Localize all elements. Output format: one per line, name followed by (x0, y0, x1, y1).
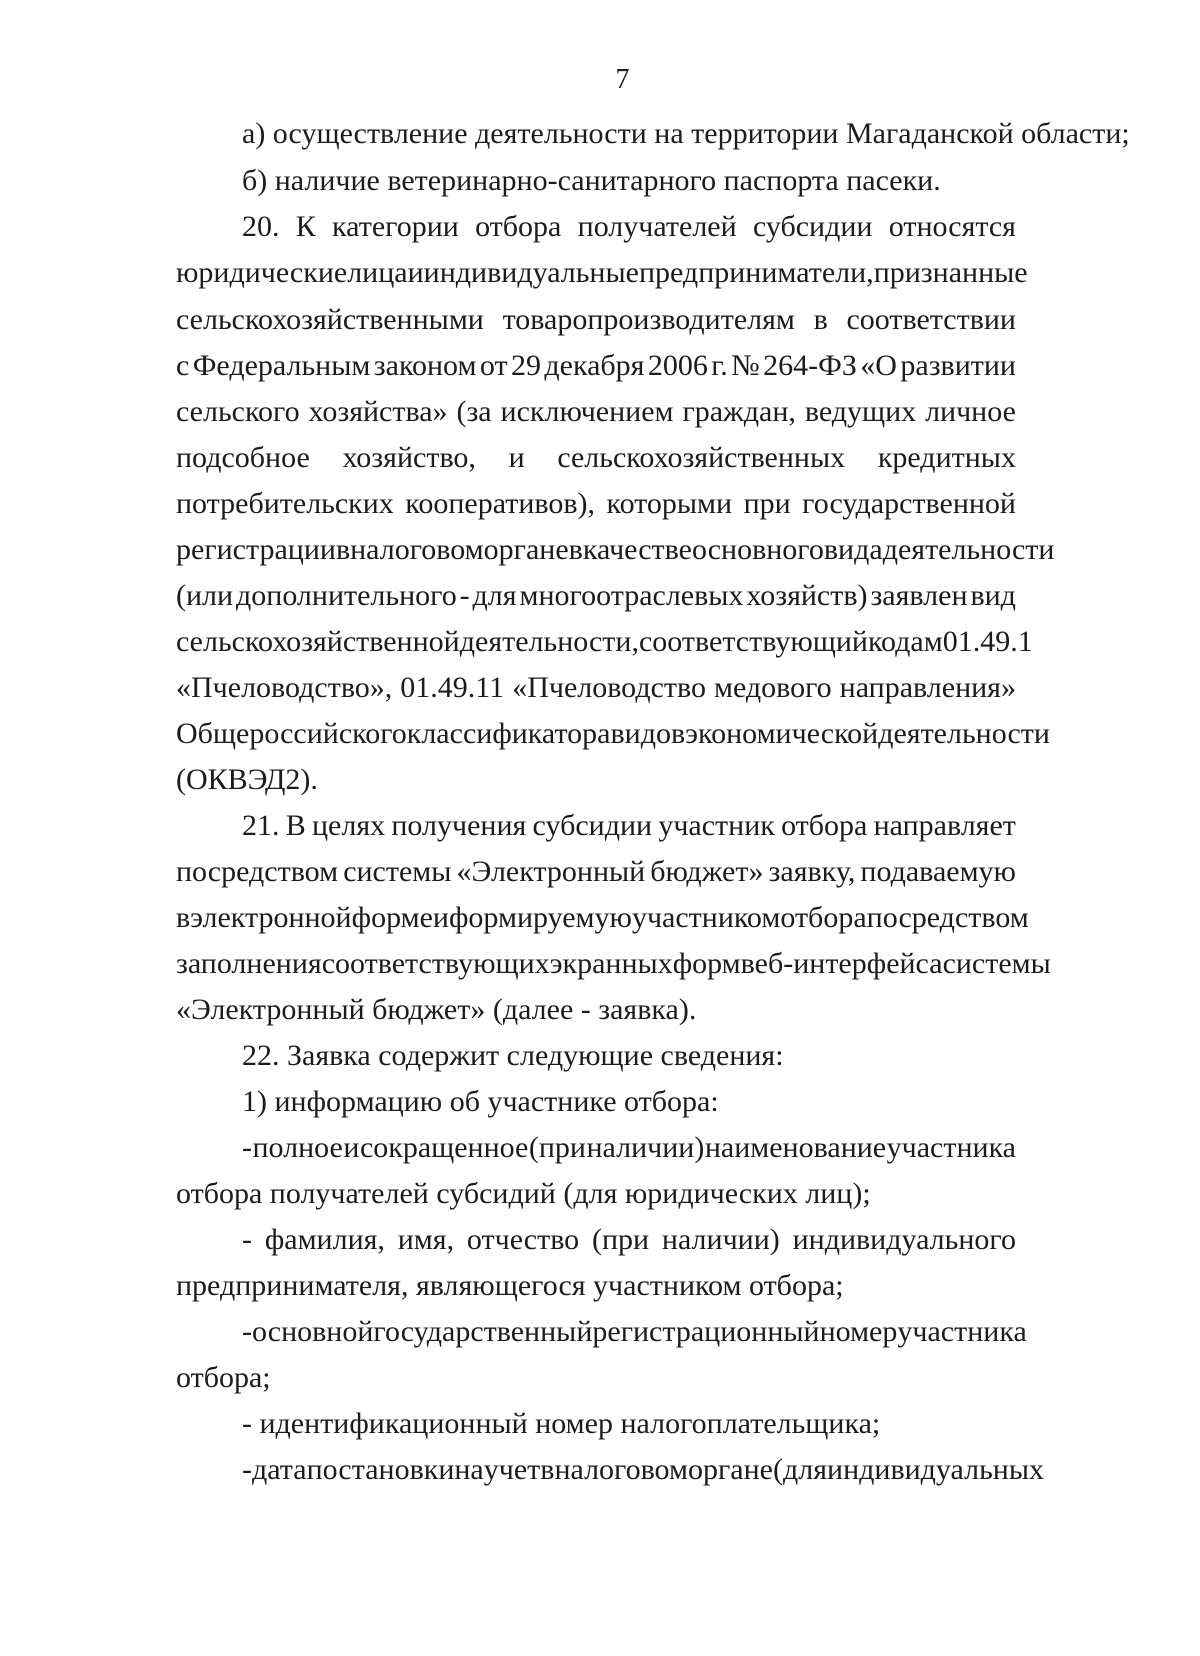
text-line (176, 578, 1016, 614)
word: - (459, 579, 470, 612)
text-line (176, 394, 1016, 430)
word: при (743, 487, 791, 520)
word: исключением (500, 395, 674, 428)
text-line (176, 440, 1016, 476)
text-line (176, 348, 1016, 384)
word: и (432, 901, 449, 934)
text-line (176, 532, 1055, 568)
word: 01.49.1 (942, 625, 1033, 658)
word: № (731, 349, 760, 382)
word: ведущих (804, 395, 917, 428)
word: участник (658, 809, 775, 842)
word: которыми (606, 487, 733, 520)
word: - (242, 1315, 252, 1348)
word: экономической (685, 717, 879, 750)
word: классификатора (406, 717, 611, 750)
text-line (242, 1314, 1027, 1350)
word: налоговом (554, 1453, 688, 1486)
text-line (242, 1452, 1044, 1488)
word: сельскохозяйственными (176, 303, 484, 336)
word: заявку, (768, 855, 856, 888)
word: признанные (873, 256, 1028, 289)
text-line: б) наличие ветеринарно-санитарного паспорта пасеки. (242, 164, 941, 197)
text-line (242, 808, 1016, 844)
word: - (242, 1223, 252, 1256)
word: отчество (466, 1223, 580, 1256)
word: отбора (475, 210, 562, 243)
word: индивидуальные (423, 256, 639, 289)
text-line: (ОКВЭД2). (176, 763, 318, 796)
word: государственный (373, 1315, 593, 1348)
word: декабря (544, 349, 645, 382)
word: участника (897, 1315, 1027, 1348)
text-line: отбора; (176, 1361, 271, 1394)
word: и (343, 1131, 360, 1164)
word: соответствующий (638, 625, 868, 658)
text-line: - идентификационный номер налогоплательщика; (242, 1407, 881, 1440)
word: основной (252, 1315, 374, 1348)
word: качестве (582, 533, 692, 566)
word: экранных (549, 947, 673, 980)
word: - (242, 1131, 252, 1164)
page-number: 7 (615, 64, 630, 95)
text-line (176, 624, 1033, 660)
text-line (176, 854, 1016, 890)
word: субсидии (532, 809, 653, 842)
word: органе (483, 533, 569, 566)
word: лица (347, 256, 408, 289)
word: электронной (190, 901, 352, 934)
word: 21. (242, 809, 280, 842)
word: индивидуального (792, 1223, 1016, 1256)
word: индивидуальных (827, 1453, 1044, 1486)
text-line (242, 209, 1016, 245)
word: - (242, 1453, 252, 1486)
word: 20. (242, 210, 280, 243)
word: хозяйства» (308, 395, 448, 428)
word: (за (456, 395, 492, 428)
text-line: отбора получателей субсидий (для юридических лиц); (176, 1177, 871, 1210)
word: целях (311, 809, 386, 842)
word: 2006 (647, 349, 708, 382)
word: наличии) (586, 1131, 705, 1164)
word: (при (591, 1223, 650, 1256)
word: учет (483, 1453, 541, 1486)
word: заявлен (870, 579, 968, 612)
text-line (176, 900, 1029, 936)
word: (или (176, 579, 234, 612)
text-line (176, 670, 1016, 706)
word: государственной (802, 487, 1016, 520)
word: деятельности (882, 533, 1055, 566)
word: направления» (839, 671, 1016, 704)
word: заполнения (176, 947, 322, 980)
text-line (176, 486, 1016, 522)
word: граждан, (682, 395, 796, 428)
word: «О (860, 349, 897, 382)
word: веб-интерфейса (740, 947, 943, 980)
word: 01.49.11 (400, 671, 505, 704)
word: полное (252, 1131, 343, 1164)
word: отбора (781, 809, 868, 842)
word: форме (351, 901, 433, 934)
word: и (407, 256, 424, 289)
word: 264-ФЗ (763, 349, 857, 382)
word: получения (391, 809, 527, 842)
word: отбора (780, 901, 867, 934)
word: от (479, 349, 508, 382)
word: субсидии (752, 210, 873, 243)
word: бюджет» (650, 855, 764, 888)
word: системы (942, 947, 1051, 980)
word: потребительских (176, 487, 394, 520)
word: фамилия, (264, 1223, 385, 1256)
word: для (472, 579, 517, 612)
word: деятельности, (459, 625, 639, 658)
text-line: 22. Заявка содержит следующие сведения: (242, 1039, 784, 1072)
word: дополнительного (236, 579, 457, 612)
word: формируемую (448, 901, 632, 934)
word: в (813, 303, 828, 336)
word: наличии) (661, 1223, 780, 1256)
word: (при (528, 1131, 586, 1164)
word: органе (687, 1453, 773, 1486)
text-line: «Электронный бюджет» (далее - заявка). (176, 993, 697, 1026)
word: медового (713, 671, 832, 704)
word: (для (772, 1453, 828, 1486)
word: направляет (873, 809, 1016, 842)
word: номер (819, 1315, 898, 1348)
word: посредством (866, 901, 1029, 934)
word: подаваемую (860, 855, 1016, 888)
word: кредитных (877, 441, 1016, 474)
word: хозяйств) (746, 579, 868, 612)
word: имя, (397, 1223, 455, 1256)
word: личное (925, 395, 1016, 428)
text-line: предпринимателя, являющегося участником отбора; (176, 1269, 844, 1302)
word: «Пчеловодство», (176, 671, 393, 704)
word: многоотраслевых (519, 579, 744, 612)
word: видов (610, 717, 686, 750)
word: системы (343, 855, 452, 888)
word: г. (711, 349, 728, 382)
text-line (176, 716, 1050, 752)
word: форм (672, 947, 741, 980)
word: сельскохозяйственных (557, 441, 846, 474)
word: предприниматели, (638, 256, 874, 289)
word: 29 (511, 349, 541, 382)
text-line: 1) информацию об участнике отбора: (242, 1085, 719, 1118)
word: регистрационный (592, 1315, 820, 1348)
word: в (335, 533, 351, 566)
word: законом (373, 349, 477, 382)
word: в (176, 901, 191, 934)
word: участником (631, 901, 781, 934)
text-line (242, 1130, 1016, 1166)
word: К (295, 210, 316, 243)
word: развитии (900, 349, 1016, 382)
word: в (568, 533, 583, 566)
word: участника (886, 1131, 1016, 1164)
word: деятельности (878, 717, 1050, 750)
word: с (176, 349, 190, 382)
word: получателей (577, 210, 737, 243)
word: «Пчеловодство (512, 671, 706, 704)
text-line (176, 255, 1028, 291)
word: вид (970, 579, 1016, 612)
word: регистрации (176, 533, 336, 566)
word: сельского (176, 395, 300, 428)
text-line (242, 1222, 1016, 1258)
word: основного (691, 533, 824, 566)
text-line (176, 946, 1051, 982)
word: посредством (176, 855, 339, 888)
word: и (508, 441, 525, 474)
word: сокращенное (359, 1131, 529, 1164)
word: вида (823, 533, 883, 566)
word: подсобное (176, 441, 310, 474)
word: кодам (867, 625, 943, 658)
word: сельскохозяйственной (176, 625, 460, 658)
word: дата (252, 1453, 307, 1486)
word: соответствующих (321, 947, 550, 980)
word: юридические (176, 256, 348, 289)
word: в (540, 1453, 555, 1486)
word: на (454, 1453, 484, 1486)
word: «Электронный (456, 855, 646, 888)
word: наименование (704, 1131, 887, 1164)
word: постановки (306, 1453, 455, 1486)
word: Общероссийского (176, 717, 407, 750)
word: В (285, 809, 306, 842)
word: категории (332, 210, 459, 243)
word: Федеральным (192, 349, 371, 382)
word: соответствии (846, 303, 1016, 336)
word: хозяйство, (342, 441, 476, 474)
text-line: а) осуществление деятельности на территории Магаданской области; (242, 117, 1130, 150)
text-line (176, 302, 1016, 338)
word: относятся (888, 210, 1016, 243)
word: кооперативов), (405, 487, 596, 520)
word: налоговом (350, 533, 484, 566)
word: товаропроизводителям (502, 303, 795, 336)
